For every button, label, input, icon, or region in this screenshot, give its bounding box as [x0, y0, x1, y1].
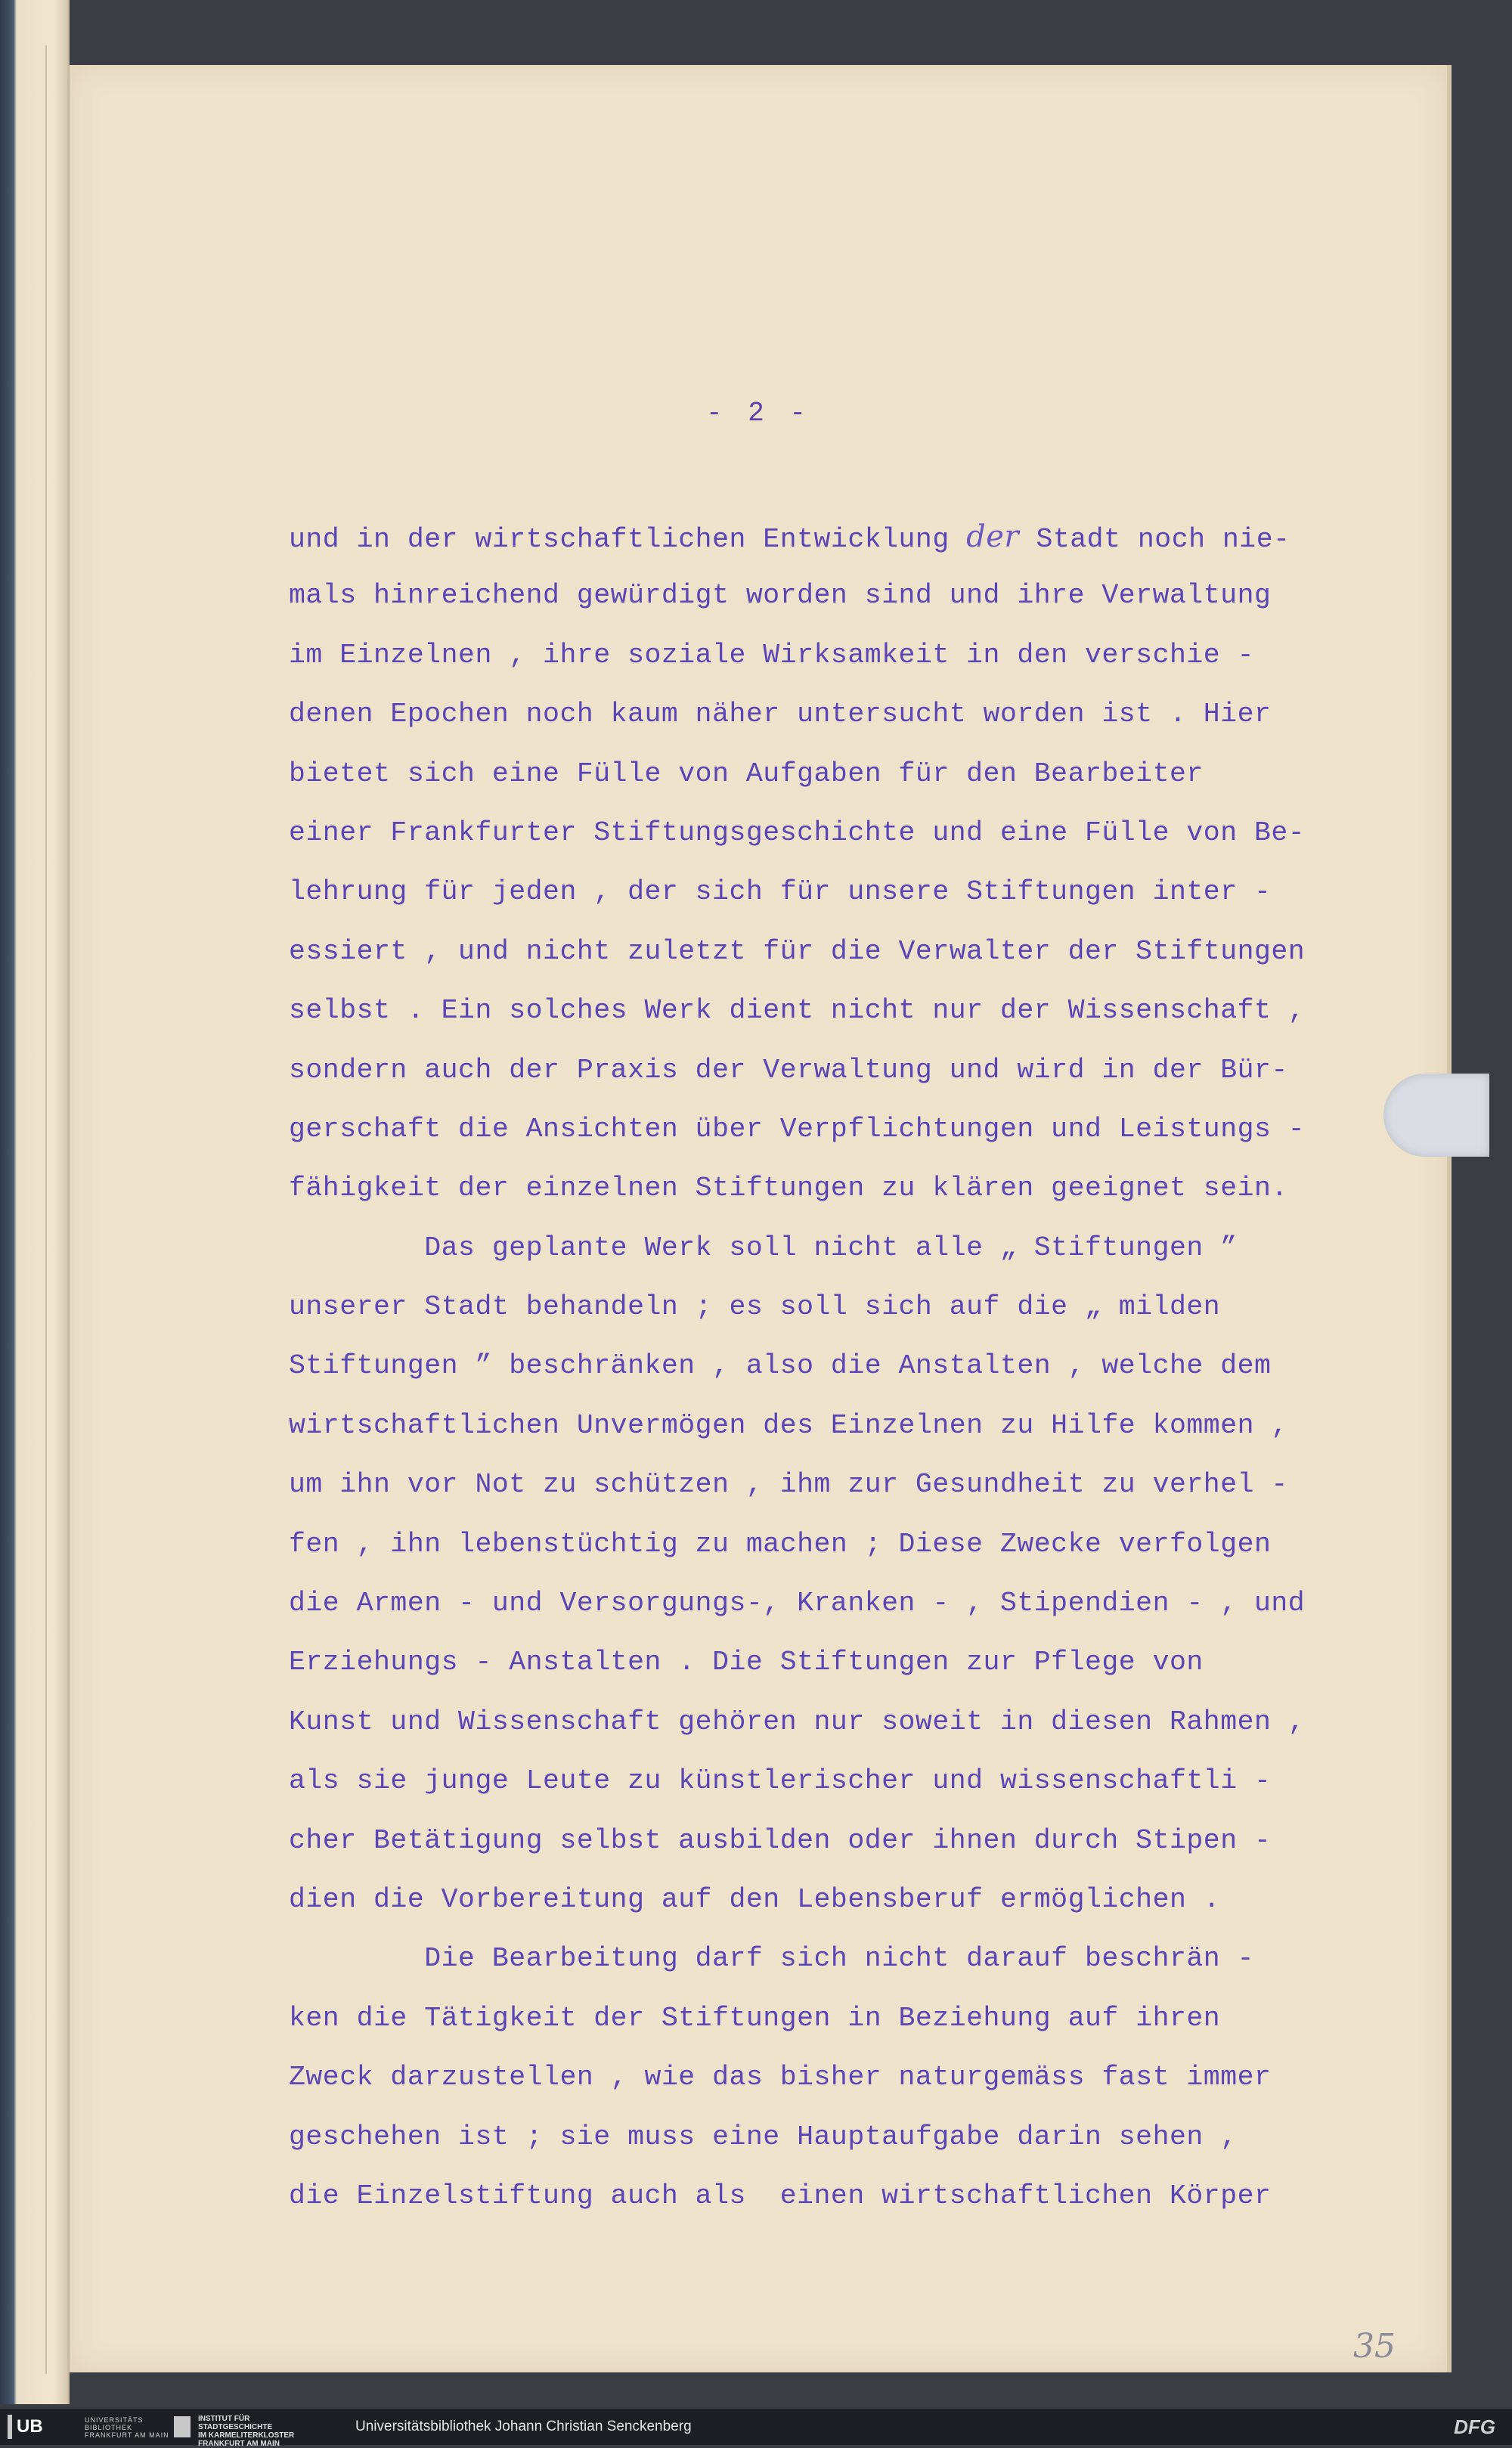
text-line: unserer Stadt behandeln ; es soll sich auf die „ milden: [289, 1291, 1221, 1323]
text-line: die Einzelstiftung auch als einen wirtschaftlichen Körper: [289, 2180, 1272, 2211]
text-line: die Armen - und Versorgungs-, Kranken - , Stipendien - , und: [289, 1588, 1306, 1619]
text-line: mals hinreichend gewürdigt worden sind und ihre Verwaltung: [289, 580, 1272, 612]
text-line: Das geplante Werk soll nicht alle „ Stiftungen ”: [289, 1232, 1238, 1263]
text-line: Kunst und Wissenschaft gehören nur soweit in diesen Rahmen ,: [289, 1706, 1306, 1737]
text-line: fen , ihn lebenstüchtig zu machen ; Diese Zwecke verfolgen: [289, 1528, 1272, 1560]
text-line: cher Betätigung selbst ausbilden oder ihnen durch Stipen -: [289, 1824, 1272, 1856]
library-name: Universitätsbibliothek Johann Christian Senckenberg: [355, 2419, 692, 2434]
page-number: - 2 -: [705, 398, 811, 429]
isg-logo-icon[interactable]: [174, 2416, 191, 2437]
page-tab-marker: [1383, 1074, 1489, 1157]
text-line: Stiftungen ” beschränken , also die Anstalten , welche dem: [289, 1350, 1272, 1382]
text-line: um ihn vor Not zu schützen , ihm zur Gesundheit zu verhel -: [289, 1469, 1288, 1501]
dfg-logo[interactable]: DFG: [1454, 2415, 1495, 2438]
handwritten-insertion: der: [966, 519, 1020, 554]
ub-logo-subtitle: UNIVERSITÄTS BIBLIOTHEK FRANKFURT AM MAIN: [85, 2416, 169, 2439]
text-line: wirtschaftlichen Unvermögen des Einzelnen zu Hilfe kommen ,: [289, 1409, 1288, 1441]
text-line: einer Frankfurter Stiftungsgeschichte und eine Fülle von Be-: [289, 817, 1306, 848]
text-line: ken die Tätigkeit der Stiftungen in Beziehung auf ihren: [289, 2002, 1221, 2034]
text-line: selbst . Ein solches Werk dient nicht nur der Wissenschaft ,: [289, 995, 1306, 1027]
text-line: lehrung für jeden , der sich für unsere Stiftungen inter -: [289, 876, 1272, 908]
text-line: essiert , und nicht zuletzt für die Verwalter der Stiftungen: [289, 935, 1306, 967]
text-line: bietet sich eine Fülle von Aufgaben für den Bearbeiter: [289, 758, 1204, 789]
text-line: sondern auch der Praxis der Verwaltung und wird in der Bür-: [289, 1054, 1288, 1086]
text-line: fähigkeit der einzelnen Stiftungen zu klären geeignet sein.: [289, 1173, 1288, 1204]
text-line: als sie junge Leute zu künstlerischer und wissenschaftli -: [289, 1765, 1272, 1797]
text-line: und in der wirtschaftlichen Entwicklung der Stadt noch nie-: [289, 519, 1290, 555]
ub-logo[interactable]: UB: [8, 2415, 43, 2439]
pencil-folio-number: 35: [1353, 2327, 1396, 2366]
isg-logo-text: INSTITUT FÜR STADTGESCHICHTE IM KARMELITERKLOSTER FRANKFURT AM MAIN: [198, 2415, 295, 2448]
text-line: Die Bearbeitung darf sich nicht darauf beschrän -: [289, 1943, 1255, 1975]
text-line: geschehen ist ; sie muss eine Hauptaufgabe darin sehen ,: [289, 2121, 1238, 2152]
text-line: gerschaft die Ansichten über Verpflichtungen und Leistungs -: [289, 1113, 1306, 1145]
text-line: Erziehungs - Anstalten . Die Stiftungen zur Pflege von: [289, 1647, 1204, 1678]
text-line: denen Epochen noch kaum näher untersucht worden ist . Hier: [289, 699, 1272, 730]
document-page: [70, 65, 1452, 2372]
text-line: Zweck darzustellen , wie das bisher naturgemäss fast immer: [289, 2062, 1272, 2093]
adjacent-page-edge: [0, 0, 70, 2404]
body-text: [289, 507, 1423, 2226]
text-line: im Einzelnen , ihre soziale Wirksamkeit in den verschie -: [289, 639, 1255, 671]
binding-line: [45, 45, 47, 2374]
viewer-footer: [0, 2409, 1512, 2448]
text-line: dien die Vorbereitung auf den Lebensberuf ermöglichen .: [289, 1883, 1221, 1915]
